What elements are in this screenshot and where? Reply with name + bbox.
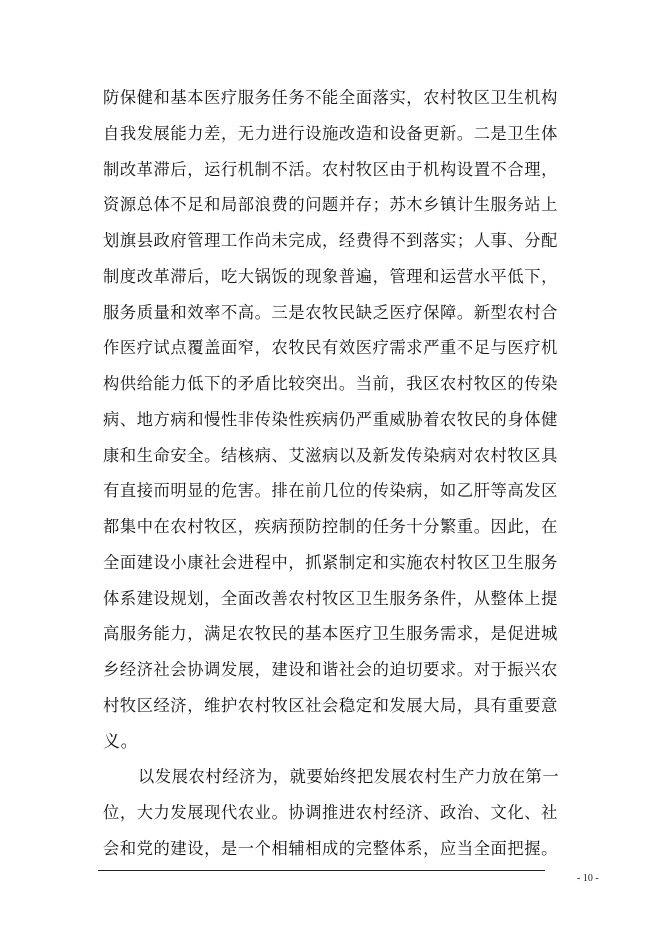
text-line: 防保健和基本医疗服务任务不能全面落实，农村牧区卫生机构 bbox=[103, 88, 558, 107]
text-line: 全面建设小康社会进程中，抓紧制定和实施农村牧区卫生服务 bbox=[103, 553, 558, 572]
text-line: 自我发展能力差，无力进行设施改造和设备更新。二是卫生体 bbox=[103, 124, 558, 143]
text-line: 病、地方病和慢性非传染性疾病仍严重威胁着农牧民的身体健 bbox=[103, 410, 558, 429]
text-line: 位，大力发展现代农业。协调推进农村经济、政治、文化、社 bbox=[103, 803, 558, 822]
text-line: 制改革滞后，运行机制不活。农村牧区由于机构设置不合理， bbox=[103, 160, 558, 179]
text-line: 作医疗试点覆盖面窄，农牧民有效医疗需求严重不足与医疗机 bbox=[103, 338, 558, 357]
paragraph-first-line: 以发展农村经济为，就要始终把发展农村生产力放在第一 bbox=[138, 767, 560, 786]
text-line: 康和生命安全。结核病、艾滋病以及新发传染病对农村牧区具 bbox=[103, 446, 558, 465]
text-line: 服务质量和效率不高。三是农牧民缺乏医疗保障。新型农村合 bbox=[103, 303, 558, 322]
page-number: - 10 - bbox=[577, 873, 599, 884]
text-line: 乡经济社会协调发展，建设和谐社会的迫切要求。对于振兴农 bbox=[103, 660, 558, 679]
text-line: 制度改革滞后，吃大锅饭的现象普遍，管理和运营水平低下， bbox=[103, 267, 558, 286]
footer-rule bbox=[98, 870, 545, 871]
text-line: 义。 bbox=[103, 732, 139, 752]
text-line: 都集中在农村牧区，疾病预防控制的任务十分繁重。因此，在 bbox=[103, 517, 558, 536]
text-line: 村牧区经济，维护农村牧区社会稳定和发展大局，具有重要意 bbox=[103, 696, 558, 715]
text-line: 体系建设规划，全面改善农村牧区卫生服务条件，从整体上提 bbox=[103, 589, 558, 608]
text-line: 有直接而明显的危害。排在前几位的传染病，如乙肝等高发区 bbox=[103, 481, 558, 500]
text-line: 划旗县政府管理工作尚未完成，经费得不到落实；人事、分配 bbox=[103, 231, 558, 250]
text-line: 资源总体不足和局部浪费的问题并存；苏木乡镇计生服务站上 bbox=[103, 195, 558, 214]
text-line: 构供给能力低下的矛盾比较突出。当前，我区农村牧区的传染 bbox=[103, 374, 558, 393]
text-line: 高服务能力，满足农牧民的基本医疗卫生服务需求，是促进城 bbox=[103, 624, 558, 643]
text-line: 会和党的建设，是一个相辅相成的完整体系，应当全面把握。 bbox=[103, 839, 558, 858]
